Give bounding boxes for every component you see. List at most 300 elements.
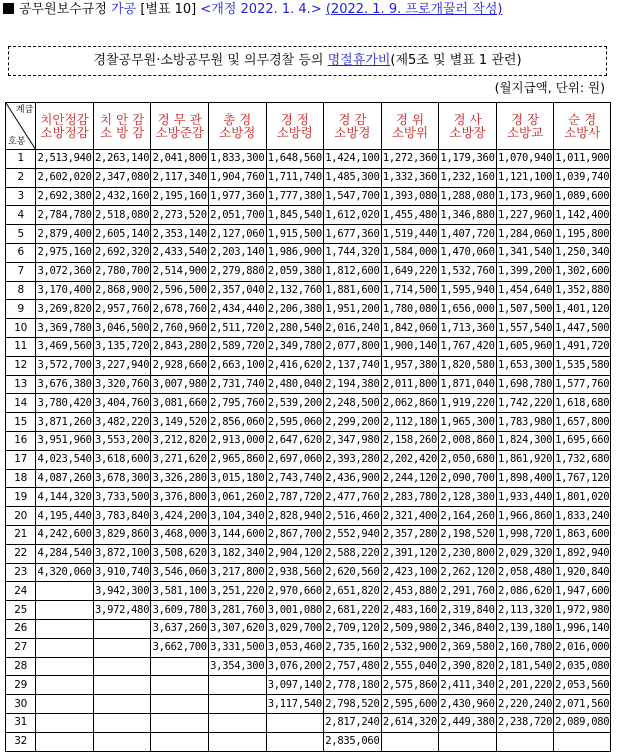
amount-cell	[208, 695, 266, 714]
amount-cell: 2,203,140	[208, 243, 266, 262]
amount-cell: 2,532,900	[381, 638, 439, 657]
amount-cell: 2,244,120	[381, 469, 439, 488]
step-number: 2	[6, 168, 36, 187]
amount-cell: 2,434,440	[208, 300, 266, 319]
amount-cell: 1,677,360	[324, 225, 382, 244]
fire-rank: 소방교	[506, 125, 544, 140]
amount-cell: 2,605,140	[93, 225, 151, 244]
amount-cell	[93, 713, 151, 732]
step-number: 30	[6, 695, 36, 714]
amount-cell: 2,248,500	[324, 394, 382, 413]
amount-cell	[208, 676, 266, 695]
amount-cell: 2,181,540	[496, 657, 554, 676]
amount-cell: 1,695,660	[554, 431, 611, 450]
amount-cell: 2,433,540	[151, 243, 209, 262]
amount-cell: 3,007,980	[151, 375, 209, 394]
amount-cell: 1,824,300	[496, 431, 554, 450]
amount-cell: 2,262,120	[439, 563, 497, 582]
amount-cell: 2,511,720	[208, 319, 266, 338]
step-number: 4	[6, 206, 36, 225]
amount-cell: 2,357,040	[208, 281, 266, 300]
amount-cell: 2,117,340	[151, 168, 209, 187]
amount-cell: 3,676,380	[36, 375, 94, 394]
amount-cell: 2,588,220	[324, 544, 382, 563]
rank-header-4	[208, 103, 266, 150]
amount-cell: 3,144,600	[208, 525, 266, 544]
amount-cell: 1,407,720	[439, 225, 497, 244]
rank-header-7	[381, 103, 439, 150]
table-row	[6, 713, 611, 732]
amount-cell: 4,023,540	[36, 450, 94, 469]
amount-cell: 2,206,380	[266, 300, 324, 319]
amount-cell: 2,432,160	[93, 187, 151, 206]
police-rank: 순 경	[568, 112, 597, 127]
amount-cell: 3,081,660	[151, 394, 209, 413]
amount-cell	[93, 732, 151, 751]
police-rank: 총 경	[223, 112, 252, 127]
amount-cell: 1,612,020	[324, 206, 382, 225]
amount-cell: 2,681,220	[324, 601, 382, 620]
rank-header-10	[554, 103, 611, 150]
amount-cell: 1,965,300	[439, 413, 497, 432]
amount-cell: 1,698,780	[496, 375, 554, 394]
amount-cell: 4,144,320	[36, 488, 94, 507]
amount-cell: 2,575,860	[381, 676, 439, 695]
amount-cell: 3,217,800	[208, 563, 266, 582]
amount-cell: 3,404,760	[93, 394, 151, 413]
amount-cell: 2,086,620	[496, 582, 554, 601]
amount-cell: 3,170,400	[36, 281, 94, 300]
amount-cell: 2,391,120	[381, 544, 439, 563]
amount-cell: 3,072,360	[36, 262, 94, 281]
amount-cell: 2,957,760	[93, 300, 151, 319]
amount-cell: 1,842,060	[381, 319, 439, 338]
amount-cell	[266, 713, 324, 732]
rank-header-1	[36, 103, 94, 150]
amount-cell: 2,273,520	[151, 206, 209, 225]
processed-label: 가공	[111, 2, 137, 17]
amount-cell: 1,179,360	[439, 150, 497, 169]
amount-cell: 2,090,700	[439, 469, 497, 488]
holiday-bonus-table	[5, 102, 611, 752]
amount-cell: 1,972,980	[554, 601, 611, 620]
amount-cell: 2,602,020	[36, 168, 94, 187]
amount-cell: 1,833,300	[208, 150, 266, 169]
table-row	[6, 225, 611, 244]
amount-cell	[151, 676, 209, 695]
step-number: 21	[6, 525, 36, 544]
amount-cell	[36, 676, 94, 695]
amount-cell: 2,416,620	[266, 356, 324, 375]
amount-cell: 1,272,360	[381, 150, 439, 169]
amount-cell: 2,411,340	[439, 676, 497, 695]
amount-cell: 1,711,740	[266, 168, 324, 187]
amount-cell: 1,767,420	[439, 337, 497, 356]
amount-cell: 2,113,320	[496, 601, 554, 620]
unit-note: (월지급액, 단위: 원)	[494, 80, 605, 95]
amount-cell: 1,998,720	[496, 525, 554, 544]
amount-cell	[93, 676, 151, 695]
amount-cell: 1,227,960	[496, 206, 554, 225]
amount-cell: 1,833,240	[554, 507, 611, 526]
table-row	[6, 582, 611, 601]
amount-cell	[93, 657, 151, 676]
table-row	[6, 187, 611, 206]
amount-cell: 3,662,700	[151, 638, 209, 657]
step-number: 31	[6, 713, 36, 732]
step-number: 26	[6, 619, 36, 638]
amount-cell: 4,284,540	[36, 544, 94, 563]
table-row	[6, 676, 611, 695]
amount-cell: 1,977,360	[208, 187, 266, 206]
amount-cell: 2,614,320	[381, 713, 439, 732]
rank-header-6	[324, 103, 382, 150]
table-row	[6, 450, 611, 469]
amount-cell: 2,029,320	[496, 544, 554, 563]
amount-cell: 2,198,520	[439, 525, 497, 544]
title-highlight-link[interactable]: 명절휴가비	[327, 53, 391, 68]
step-number: 11	[6, 337, 36, 356]
amount-cell: 2,938,560	[266, 563, 324, 582]
amount-cell: 3,061,260	[208, 488, 266, 507]
amount-cell: 1,232,160	[439, 168, 497, 187]
step-number: 3	[6, 187, 36, 206]
amount-cell: 2,477,760	[324, 488, 382, 507]
amount-cell	[554, 732, 611, 751]
amount-cell: 3,271,620	[151, 450, 209, 469]
amount-cell: 1,898,400	[496, 469, 554, 488]
amount-cell: 2,369,580	[439, 638, 497, 657]
amount-cell: 1,904,760	[208, 168, 266, 187]
table-row	[6, 544, 611, 563]
amount-cell: 2,620,560	[324, 563, 382, 582]
police-rank: 경 사	[453, 112, 482, 127]
step-number: 27	[6, 638, 36, 657]
table-row	[6, 413, 611, 432]
amount-cell: 2,787,720	[266, 488, 324, 507]
amount-cell: 1,783,980	[496, 413, 554, 432]
amount-cell: 1,871,040	[439, 375, 497, 394]
amount-cell: 3,182,340	[208, 544, 266, 563]
amount-cell: 2,879,400	[36, 225, 94, 244]
amount-cell: 1,288,080	[439, 187, 497, 206]
amount-cell: 2,731,740	[208, 375, 266, 394]
table-row	[6, 356, 611, 375]
step-number: 25	[6, 601, 36, 620]
amount-cell: 2,697,060	[266, 450, 324, 469]
step-number: 6	[6, 243, 36, 262]
amount-cell: 1,649,220	[381, 262, 439, 281]
amount-cell: 2,291,760	[439, 582, 497, 601]
amount-cell: 1,957,380	[381, 356, 439, 375]
amount-cell: 2,062,860	[381, 394, 439, 413]
amount-cell	[36, 732, 94, 751]
table-row	[6, 619, 611, 638]
step-number: 7	[6, 262, 36, 281]
title-suffix: (제5조 및 별표 1 관련)	[390, 53, 522, 68]
rank-header-2	[93, 103, 151, 150]
amount-cell: 1,424,100	[324, 150, 382, 169]
black-square-icon	[3, 3, 14, 14]
amount-cell: 4,242,600	[36, 525, 94, 544]
amount-cell: 2,353,140	[151, 225, 209, 244]
table-row	[6, 732, 611, 751]
amount-cell: 1,933,440	[496, 488, 554, 507]
step-number: 20	[6, 507, 36, 526]
amount-cell: 3,553,200	[93, 431, 151, 450]
police-rank: 경 감	[338, 112, 367, 127]
amount-cell: 1,485,300	[324, 168, 382, 187]
amount-cell: 1,142,400	[554, 206, 611, 225]
amount-cell: 2,856,060	[208, 413, 266, 432]
amount-cell: 2,321,400	[381, 507, 439, 526]
amount-cell: 2,127,060	[208, 225, 266, 244]
amount-cell: 2,913,000	[208, 431, 266, 450]
amount-cell: 2,201,220	[496, 676, 554, 695]
amount-cell: 2,016,000	[554, 638, 611, 657]
table-row	[6, 337, 611, 356]
amount-cell: 1,121,100	[496, 168, 554, 187]
amount-cell: 3,326,280	[151, 469, 209, 488]
amount-cell: 2,970,660	[266, 582, 324, 601]
fire-rank: 소방경	[334, 125, 371, 140]
amount-cell: 2,483,160	[381, 601, 439, 620]
amount-cell: 2,780,700	[93, 262, 151, 281]
amount-cell: 1,713,360	[439, 319, 497, 338]
amount-cell: 1,302,600	[554, 262, 611, 281]
amount-cell: 3,369,780	[36, 319, 94, 338]
amount-cell: 3,281,760	[208, 601, 266, 620]
fire-rank: 소방위	[391, 125, 429, 140]
amount-cell: 1,742,220	[496, 394, 554, 413]
corner-header-cell	[6, 103, 36, 150]
amount-cell: 1,195,800	[554, 225, 611, 244]
amount-cell: 3,783,840	[93, 507, 151, 526]
amount-cell: 3,097,140	[266, 676, 324, 695]
table-title-box	[8, 46, 607, 76]
amount-cell: 3,951,960	[36, 431, 94, 450]
amount-cell: 2,595,600	[381, 695, 439, 714]
amount-cell: 3,424,200	[151, 507, 209, 526]
amount-cell: 2,194,380	[324, 375, 382, 394]
amount-cell: 1,648,560	[266, 150, 324, 169]
table-row	[6, 695, 611, 714]
amount-cell: 3,546,060	[151, 563, 209, 582]
amount-cell: 2,132,760	[266, 281, 324, 300]
amount-cell: 3,320,760	[93, 375, 151, 394]
amount-cell: 1,089,600	[554, 187, 611, 206]
amount-cell: 3,212,820	[151, 431, 209, 450]
amount-cell: 2,518,080	[93, 206, 151, 225]
regulation-name: 공무원보수규정	[19, 2, 107, 17]
amount-cell: 1,900,140	[381, 337, 439, 356]
step-number: 19	[6, 488, 36, 507]
program-author-link[interactable]: (2022. 1. 9. 프로개꿀러 작성)	[325, 2, 503, 17]
amount-cell: 2,868,900	[93, 281, 151, 300]
amount-cell: 3,871,260	[36, 413, 94, 432]
amount-cell: 3,572,700	[36, 356, 94, 375]
amount-cell: 2,299,200	[324, 413, 382, 432]
table-row	[6, 262, 611, 281]
amount-cell: 1,714,500	[381, 281, 439, 300]
rank-header-5	[266, 103, 324, 150]
amount-cell: 2,555,040	[381, 657, 439, 676]
step-number: 15	[6, 413, 36, 432]
step-number: 17	[6, 450, 36, 469]
amount-cell: 2,346,840	[439, 619, 497, 638]
amount-cell: 1,863,600	[554, 525, 611, 544]
amount-cell: 2,230,800	[439, 544, 497, 563]
amount-cell: 2,008,860	[439, 431, 497, 450]
amount-cell: 4,320,060	[36, 563, 94, 582]
amount-cell: 2,357,280	[381, 525, 439, 544]
amount-cell: 3,269,820	[36, 300, 94, 319]
amount-cell: 2,158,260	[381, 431, 439, 450]
amount-cell: 2,757,480	[324, 657, 382, 676]
amount-cell: 2,319,840	[439, 601, 497, 620]
table-row	[6, 601, 611, 620]
amount-cell: 1,507,500	[496, 300, 554, 319]
step-number: 8	[6, 281, 36, 300]
amount-cell: 1,284,060	[496, 225, 554, 244]
amount-cell	[36, 619, 94, 638]
amount-cell: 1,947,600	[554, 582, 611, 601]
table-row	[6, 525, 611, 544]
amount-cell: 3,829,860	[93, 525, 151, 544]
amount-cell	[93, 619, 151, 638]
amount-cell: 3,251,220	[208, 582, 266, 601]
amount-cell: 2,692,320	[93, 243, 151, 262]
fire-rank: 소방준감	[155, 125, 204, 140]
amount-cell: 1,173,960	[496, 187, 554, 206]
step-number: 23	[6, 563, 36, 582]
amount-cell: 2,164,260	[439, 507, 497, 526]
amount-cell	[36, 695, 94, 714]
amount-cell	[93, 695, 151, 714]
amount-cell: 2,835,060	[324, 732, 382, 751]
amount-cell: 2,077,800	[324, 337, 382, 356]
table-reference: [별표 10]	[140, 2, 197, 17]
amount-cell: 1,454,640	[496, 281, 554, 300]
amount-cell	[208, 713, 266, 732]
amount-cell: 3,015,180	[208, 469, 266, 488]
amount-cell: 2,430,960	[439, 695, 497, 714]
revision-date[interactable]: <개정 2022. 1. 4.>	[200, 2, 322, 17]
amount-cell: 2,709,120	[324, 619, 382, 638]
amount-cell: 2,539,200	[266, 394, 324, 413]
table-row	[6, 300, 611, 319]
amount-cell: 3,046,500	[93, 319, 151, 338]
amount-cell: 2,798,520	[324, 695, 382, 714]
amount-cell: 3,227,940	[93, 356, 151, 375]
amount-cell: 2,279,880	[208, 262, 266, 281]
amount-cell: 1,777,380	[266, 187, 324, 206]
police-rank: 경 장	[511, 112, 540, 127]
fire-rank: 소방정	[219, 125, 256, 140]
amount-cell: 3,581,100	[151, 582, 209, 601]
table-row	[6, 507, 611, 526]
table-row	[6, 563, 611, 582]
amount-cell: 1,966,860	[496, 507, 554, 526]
amount-cell: 1,341,540	[496, 243, 554, 262]
amount-cell: 1,346,880	[439, 206, 497, 225]
step-number: 28	[6, 657, 36, 676]
amount-cell: 3,029,700	[266, 619, 324, 638]
amount-cell: 2,220,240	[496, 695, 554, 714]
amount-cell: 1,920,840	[554, 563, 611, 582]
amount-cell: 2,784,780	[36, 206, 94, 225]
amount-cell: 3,609,780	[151, 601, 209, 620]
table-row	[6, 150, 611, 169]
amount-cell: 2,867,700	[266, 525, 324, 544]
amount-cell: 2,904,120	[266, 544, 324, 563]
amount-cell: 2,202,420	[381, 450, 439, 469]
table-row	[6, 375, 611, 394]
amount-cell: 1,352,880	[554, 281, 611, 300]
amount-cell: 1,455,480	[381, 206, 439, 225]
amount-cell: 1,011,900	[554, 150, 611, 169]
amount-cell: 1,657,800	[554, 413, 611, 432]
amount-cell: 1,332,360	[381, 168, 439, 187]
amount-cell: 3,307,620	[208, 619, 266, 638]
table-row	[6, 319, 611, 338]
table-row	[6, 431, 611, 450]
amount-cell: 2,139,180	[496, 619, 554, 638]
amount-cell: 2,112,180	[381, 413, 439, 432]
step-number: 32	[6, 732, 36, 751]
amount-cell: 2,128,380	[439, 488, 497, 507]
amount-cell: 2,651,820	[324, 582, 382, 601]
amount-cell	[93, 638, 151, 657]
amount-cell	[439, 732, 497, 751]
amount-cell	[36, 713, 94, 732]
amount-cell: 3,135,720	[93, 337, 151, 356]
amount-cell: 2,347,080	[93, 168, 151, 187]
amount-cell: 1,039,740	[554, 168, 611, 187]
amount-cell: 2,423,100	[381, 563, 439, 582]
amount-cell: 4,087,260	[36, 469, 94, 488]
step-number: 5	[6, 225, 36, 244]
amount-cell: 2,016,240	[324, 319, 382, 338]
amount-cell	[151, 695, 209, 714]
amount-cell: 2,453,880	[381, 582, 439, 601]
rank-header-3	[151, 103, 209, 150]
amount-cell: 1,915,500	[266, 225, 324, 244]
rank-header-9	[496, 103, 554, 150]
amount-cell: 2,011,800	[381, 375, 439, 394]
amount-cell: 2,347,980	[324, 431, 382, 450]
amount-cell: 2,817,240	[324, 713, 382, 732]
document-header	[3, 0, 502, 20]
amount-cell: 2,589,720	[208, 337, 266, 356]
amount-cell: 2,663,100	[208, 356, 266, 375]
amount-cell: 3,910,740	[93, 563, 151, 582]
amount-cell	[36, 582, 94, 601]
amount-cell: 1,996,140	[554, 619, 611, 638]
rank-header-8	[439, 103, 497, 150]
amount-cell: 2,283,780	[381, 488, 439, 507]
amount-cell: 2,965,860	[208, 450, 266, 469]
amount-cell: 2,058,480	[496, 563, 554, 582]
amount-cell: 2,050,680	[439, 450, 497, 469]
amount-cell: 1,470,060	[439, 243, 497, 262]
amount-cell: 2,513,940	[36, 150, 94, 169]
amount-cell: 2,516,460	[324, 507, 382, 526]
amount-cell: 1,656,000	[439, 300, 497, 319]
amount-cell: 2,089,080	[554, 713, 611, 732]
amount-cell: 2,137,740	[324, 356, 382, 375]
amount-cell: 2,692,380	[36, 187, 94, 206]
